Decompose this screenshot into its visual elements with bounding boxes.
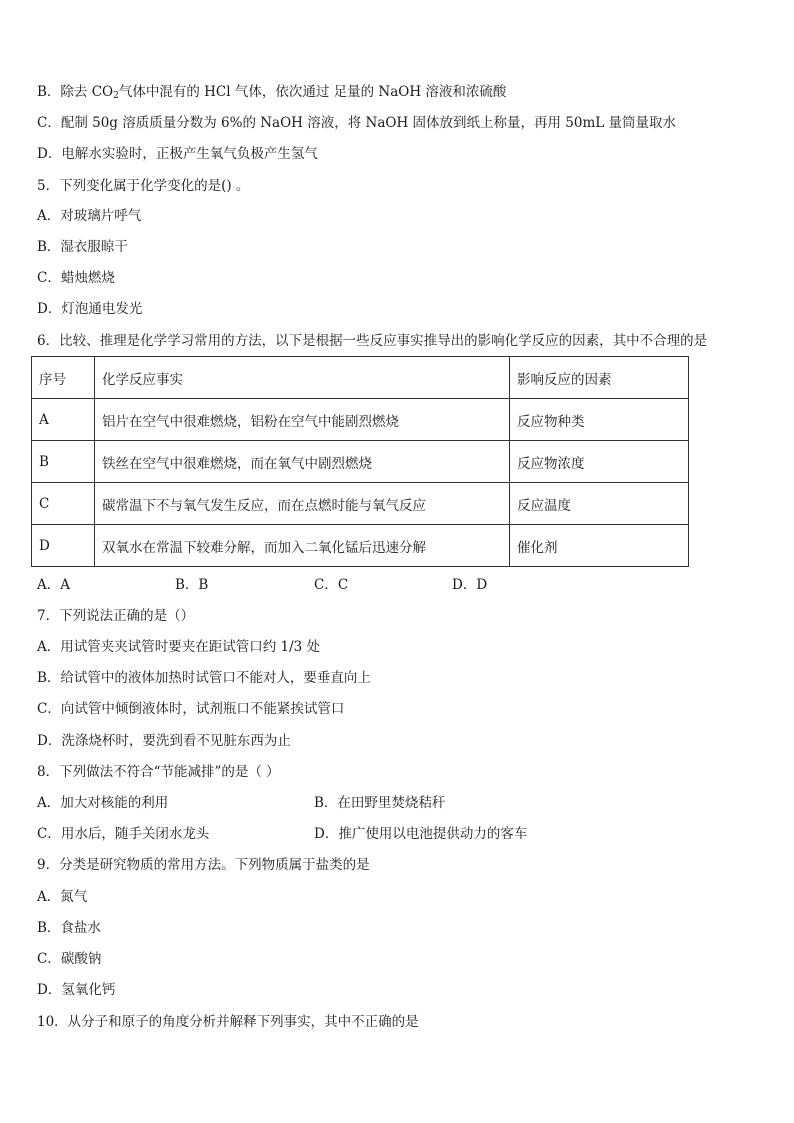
- table-header-row: [32, 357, 689, 399]
- table-row: [32, 399, 689, 441]
- table-cell: 双氧水在常温下较难分解，而加入二氧化锰后迅速分解: [95, 525, 510, 567]
- q4-option-d: D．电解水实验时，正极产生氧气负极产生氢气: [37, 146, 318, 162]
- q9-option-c: C．碳酸钠: [37, 951, 102, 967]
- q8-stem: 8．下列做法不符合“节能减排”的是（ ）: [37, 764, 280, 780]
- q9-option-b: B．食盐水: [37, 920, 101, 936]
- q5-option-d: D．灯泡通电发光: [37, 301, 143, 317]
- q8-option-c: C．用水后，随手关闭水龙头: [37, 826, 210, 842]
- table-cell: 反应温度: [510, 483, 689, 525]
- table-cell: 反应物种类: [510, 399, 689, 441]
- table-row: [32, 441, 689, 483]
- q5-option-a: A．对玻璃片呼气: [37, 208, 142, 224]
- table-header-cell: 影响反应的因素: [510, 357, 689, 399]
- q6-choice-c: C．C: [314, 577, 349, 593]
- table-cell: 碳常温下不与氧气发生反应，而在点燃时能与氧气反应: [95, 483, 510, 525]
- q10-stem: 10．从分子和原子的角度分析并解释下列事实，其中不正确的是: [37, 1014, 419, 1030]
- subscript-2: 2: [113, 91, 119, 101]
- table-cell: B: [32, 441, 95, 483]
- q4-option-b-text-rest: 气体中混有的 HCl 气体，依次通过 足量的 NaOH 溶液和浓硫酸: [118, 84, 507, 100]
- q7-stem: 7．下列说法正确的是（）: [37, 608, 195, 624]
- q6-table: [31, 356, 689, 567]
- q8-option-d: D．推广使用以电池提供动力的客车: [314, 826, 528, 842]
- q9-option-d: D．氢氧化钙: [37, 982, 116, 998]
- q6-choice-a: A．A: [37, 577, 70, 593]
- table-row: [32, 525, 689, 567]
- table-cell: A: [32, 399, 95, 441]
- q7-option-d: D．洗涤烧杯时，要洗到看不见脏东西为止: [37, 733, 291, 749]
- q5-option-b: B．湿衣服晾干: [37, 239, 128, 255]
- q4-option-b-text: B．除去 CO: [37, 84, 114, 100]
- q7-option-c: C．向试管中倾倒液体时，试剂瓶口不能紧挨试管口: [37, 701, 345, 717]
- q9-option-a: A．氮气: [37, 889, 88, 905]
- table-cell: 铁丝在空气中很难燃烧，而在氧气中剧烈燃烧: [95, 441, 510, 483]
- table-cell: D: [32, 525, 95, 567]
- q9-stem: 9．分类是研究物质的常用方法。下列物质属于盐类的是: [37, 857, 370, 873]
- q6-stem: 6．比较、推理是化学学习常用的方法，以下是根据一些反应事实推导出的影响化学反应的因素，其中不合理的是: [37, 333, 708, 349]
- table-cell: 反应物浓度: [510, 441, 689, 483]
- q6-choice-d: D．D: [452, 577, 488, 593]
- table-row: [32, 483, 689, 525]
- q5-option-c: C．蜡烛燃烧: [37, 270, 115, 286]
- q7-option-a: A．用试管夹夹试管时要夹在距试管口约 1/3 处: [37, 639, 321, 655]
- q6-choice-b: B．B: [175, 577, 209, 593]
- table-cell: 铝片在空气中很难燃烧，铝粉在空气中能剧烈燃烧: [95, 399, 510, 441]
- q4-option-b: [37, 82, 506, 102]
- q8-option-b: B．在田野里焚烧秸秆: [314, 795, 446, 811]
- q5-stem: 5．下列变化属于化学变化的是() 。: [37, 178, 250, 194]
- table-header-cell: 序号: [32, 357, 95, 399]
- q8-option-a: A．加大对核能的利用: [37, 795, 169, 811]
- table-cell: 催化剂: [510, 525, 689, 567]
- q7-option-b: B．给试管中的液体加热时试管口不能对人，要垂直向上: [37, 670, 371, 686]
- q4-option-c: C．配制 50g 溶质质量分数为 6%的 NaOH 溶液，将 NaOH 固体放到纸上称量，再用 50mL 量筒量取水: [37, 115, 677, 131]
- table-cell: C: [32, 483, 95, 525]
- table-header-cell: 化学反应事实: [95, 357, 510, 399]
